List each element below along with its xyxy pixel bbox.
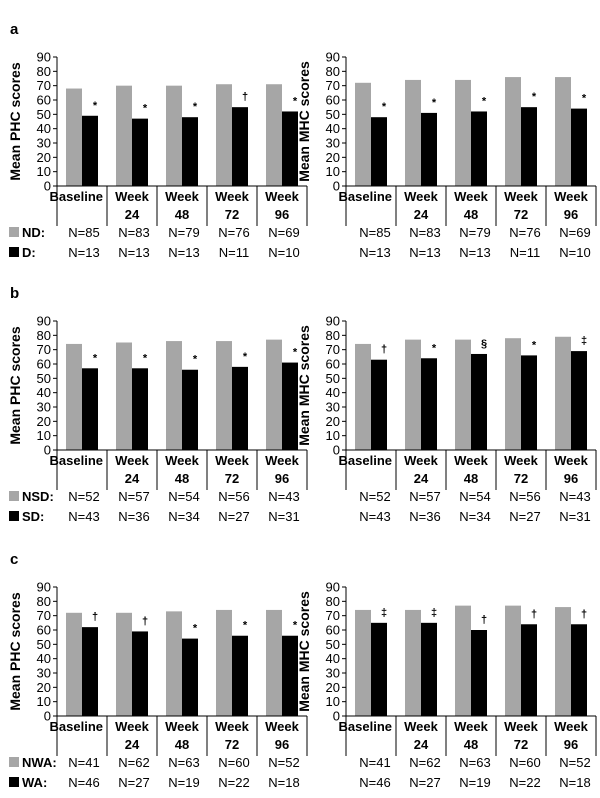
x-category-label: Week	[554, 719, 588, 734]
n-cell: N=22	[509, 775, 541, 790]
y-tick-label: 50	[325, 106, 340, 122]
x-category-label: Week	[404, 189, 438, 204]
bar-series-b	[571, 351, 587, 450]
panel-label: c	[10, 551, 19, 568]
y-tick-label: 10	[36, 164, 51, 180]
x-category-label: Week	[454, 453, 488, 468]
y-tick-label: 90	[325, 49, 340, 65]
x-category-label: Week	[165, 719, 199, 734]
n-cell: N=27	[509, 509, 541, 524]
bar-series-a	[405, 610, 421, 716]
n-cell: N=46	[359, 775, 391, 790]
significance-marker: *	[142, 102, 148, 115]
bar-series-b	[521, 355, 537, 450]
n-cell: N=34	[168, 509, 200, 524]
bar-series-a	[66, 89, 82, 186]
significance-marker: ‡	[430, 606, 438, 619]
y-tick-label: 80	[36, 63, 51, 79]
n-cell: N=13	[168, 245, 200, 260]
bar-series-b	[471, 630, 487, 716]
y-tick-label: 90	[36, 49, 51, 65]
y-tick-label: 40	[325, 121, 340, 137]
n-cell: N=79	[459, 225, 491, 240]
x-category-sublabel: 96	[563, 207, 579, 222]
bar-series-b	[232, 636, 248, 716]
n-cell: N=11	[218, 245, 250, 260]
n-cell: N=27	[118, 775, 150, 790]
y-tick-label: 40	[325, 385, 340, 401]
n-cell: N=57	[409, 489, 441, 504]
bar-series-a	[266, 340, 282, 450]
bar-series-a	[505, 606, 521, 716]
n-cell: N=18	[268, 775, 300, 790]
n-cell: N=54	[459, 489, 491, 504]
bar-series-b	[82, 116, 98, 186]
panel-label: a	[10, 21, 19, 38]
legend-swatch-a	[9, 227, 19, 237]
bar-series-b	[521, 107, 537, 186]
bar-series-a	[166, 341, 182, 450]
bar-series-b	[371, 117, 387, 186]
n-cell: N=43	[268, 489, 300, 504]
n-cell: N=83	[118, 225, 150, 240]
legend-swatch-a	[9, 491, 19, 501]
bar-series-b	[371, 623, 387, 716]
bar-series-a	[555, 337, 571, 450]
y-tick-label: 20	[36, 679, 51, 695]
n-cell: N=11	[509, 245, 541, 260]
bar-series-a	[116, 613, 132, 716]
n-cell: N=85	[68, 225, 100, 240]
n-cell: N=43	[68, 509, 100, 524]
bar-series-a	[116, 343, 132, 451]
bar-series-b	[82, 627, 98, 716]
n-cell: N=34	[459, 509, 491, 524]
x-category-sublabel: 24	[413, 471, 429, 486]
x-category-sublabel: 96	[274, 737, 290, 752]
y-tick-label: 50	[36, 106, 51, 122]
n-cell: N=63	[459, 755, 491, 770]
y-tick-label: 60	[325, 622, 340, 638]
x-category-sublabel: 24	[413, 207, 429, 222]
y-tick-label: 50	[36, 636, 51, 652]
n-cell: N=85	[359, 225, 391, 240]
x-category-label: Baseline	[338, 719, 392, 734]
n-cell: N=56	[509, 489, 541, 504]
significance-marker: *	[192, 353, 198, 366]
n-cell: N=27	[218, 509, 250, 524]
significance-marker: *	[531, 91, 537, 104]
bar-series-a	[555, 607, 571, 716]
x-category-label: Week	[115, 189, 149, 204]
y-tick-label: 40	[36, 385, 51, 401]
n-cell: N=62	[409, 755, 441, 770]
x-category-label: Week	[265, 189, 299, 204]
x-category-sublabel: 96	[563, 737, 579, 752]
y-tick-label: 30	[325, 399, 340, 415]
n-cell: N=13	[409, 245, 441, 260]
significance-marker: *	[481, 95, 487, 108]
significance-marker: *	[292, 619, 298, 632]
y-axis-label: Mean MHC scores	[296, 61, 312, 182]
x-category-sublabel: 48	[463, 471, 479, 486]
x-category-label: Week	[265, 719, 299, 734]
bar-series-b	[471, 354, 487, 450]
x-category-sublabel: 96	[563, 471, 579, 486]
y-tick-label: 90	[36, 579, 51, 595]
y-tick-label: 20	[325, 679, 340, 695]
legend-label: SD:	[22, 509, 45, 524]
significance-marker: *	[292, 95, 298, 108]
x-category-label: Week	[115, 719, 149, 734]
bar-series-a	[66, 344, 82, 450]
y-tick-label: 20	[325, 149, 340, 165]
x-category-label: Week	[504, 189, 538, 204]
significance-marker: *	[431, 342, 437, 355]
y-tick-label: 70	[36, 608, 51, 624]
x-category-sublabel: 72	[513, 471, 529, 486]
y-tick-label: 40	[36, 121, 51, 137]
x-category-label: Baseline	[49, 189, 103, 204]
significance-marker: †	[380, 343, 388, 356]
n-cell: N=13	[68, 245, 100, 260]
x-category-sublabel: 24	[124, 471, 140, 486]
significance-marker: *	[381, 101, 387, 114]
n-cell: N=13	[459, 245, 491, 260]
n-cell: N=13	[359, 245, 391, 260]
x-category-label: Baseline	[338, 453, 392, 468]
legend-label: NSD:	[22, 489, 54, 504]
bar-series-a	[116, 86, 132, 186]
y-tick-label: 30	[325, 665, 340, 681]
n-cell: N=10	[268, 245, 300, 260]
y-tick-label: 60	[325, 92, 340, 108]
bar-series-b	[421, 113, 437, 186]
legend-label: NWA:	[22, 755, 57, 770]
n-cell: N=43	[359, 509, 391, 524]
y-tick-label: 20	[36, 149, 51, 165]
x-category-label: Week	[215, 719, 249, 734]
y-tick-label: 60	[325, 356, 340, 372]
significance-marker: *	[142, 352, 148, 365]
bar-series-a	[455, 80, 471, 186]
n-cell: N=52	[559, 755, 591, 770]
bar-series-a	[405, 80, 421, 186]
significance-marker: *	[92, 99, 98, 112]
y-tick-label: 90	[36, 313, 51, 329]
n-cell: N=56	[218, 489, 250, 504]
n-cell: N=31	[268, 509, 300, 524]
y-tick-label: 50	[36, 370, 51, 386]
n-cell: N=62	[118, 755, 150, 770]
y-tick-label: 70	[36, 342, 51, 358]
y-tick-label: 80	[325, 327, 340, 343]
n-cell: N=54	[168, 489, 200, 504]
x-category-sublabel: 24	[124, 737, 140, 752]
x-category-label: Week	[215, 189, 249, 204]
bar-series-a	[355, 610, 371, 716]
bar-series-b	[521, 624, 537, 716]
bar-series-b	[132, 368, 148, 450]
y-tick-label: 0	[43, 178, 51, 194]
significance-marker: ‡	[380, 606, 388, 619]
x-category-label: Week	[165, 453, 199, 468]
x-category-sublabel: 48	[174, 207, 190, 222]
bar-series-a	[216, 610, 232, 716]
bar-series-b	[421, 623, 437, 716]
n-cell: N=19	[168, 775, 200, 790]
bar-series-a	[216, 341, 232, 450]
x-category-label: Week	[554, 453, 588, 468]
n-cell: N=43	[559, 489, 591, 504]
x-category-label: Week	[454, 719, 488, 734]
n-cell: N=76	[509, 225, 541, 240]
y-axis-label: Mean MHC scores	[296, 591, 312, 712]
y-tick-label: 10	[325, 164, 340, 180]
panel-label: b	[10, 285, 20, 302]
y-tick-label: 30	[36, 135, 51, 151]
n-cell: N=57	[118, 489, 150, 504]
n-cell: N=31	[559, 509, 591, 524]
legend-swatch-a	[9, 757, 19, 767]
y-tick-label: 50	[325, 370, 340, 386]
legend-label: D:	[22, 245, 36, 260]
n-cell: N=41	[359, 755, 391, 770]
bar-series-b	[132, 119, 148, 186]
bar-series-b	[571, 624, 587, 716]
n-cell: N=69	[268, 225, 300, 240]
bar-series-a	[455, 606, 471, 716]
legend-swatch-b	[9, 777, 19, 787]
y-tick-label: 70	[36, 78, 51, 94]
bar-series-a	[266, 610, 282, 716]
y-tick-label: 30	[36, 665, 51, 681]
bar-series-b	[232, 367, 248, 450]
significance-marker: †	[91, 611, 99, 624]
y-tick-label: 30	[325, 135, 340, 151]
x-category-sublabel: 48	[174, 471, 190, 486]
y-tick-label: 80	[325, 593, 340, 609]
y-tick-label: 90	[325, 313, 340, 329]
bar-series-b	[232, 107, 248, 186]
x-category-label: Baseline	[49, 719, 103, 734]
x-category-sublabel: 96	[274, 207, 290, 222]
bar-series-b	[132, 631, 148, 716]
significance-marker: *	[192, 622, 198, 635]
significance-marker: ‡	[580, 335, 588, 348]
y-tick-label: 0	[332, 708, 340, 724]
bar-series-a	[166, 611, 182, 716]
x-category-sublabel: 72	[224, 207, 240, 222]
y-tick-label: 10	[36, 428, 51, 444]
y-tick-label: 0	[332, 442, 340, 458]
n-cell: N=69	[559, 225, 591, 240]
x-category-label: Baseline	[338, 189, 392, 204]
n-cell: N=19	[459, 775, 491, 790]
bar-series-b	[421, 358, 437, 450]
x-category-label: Week	[265, 453, 299, 468]
bar-series-b	[371, 360, 387, 450]
bar-series-a	[166, 86, 182, 186]
n-cell: N=27	[409, 775, 441, 790]
x-category-sublabel: 72	[224, 737, 240, 752]
y-tick-label: 70	[325, 78, 340, 94]
y-tick-label: 30	[36, 399, 51, 415]
n-cell: N=52	[68, 489, 100, 504]
x-category-label: Week	[165, 189, 199, 204]
bar-series-a	[405, 340, 421, 450]
y-tick-label: 10	[325, 428, 340, 444]
y-tick-label: 0	[43, 442, 51, 458]
significance-marker: §	[480, 337, 488, 350]
significance-marker: *	[531, 339, 537, 352]
bar-series-a	[355, 83, 371, 186]
n-cell: N=36	[118, 509, 150, 524]
bar-series-b	[182, 639, 198, 716]
significance-marker: *	[581, 92, 587, 105]
n-cell: N=52	[268, 755, 300, 770]
bar-series-a	[455, 340, 471, 450]
x-category-sublabel: 96	[274, 471, 290, 486]
significance-marker: †	[480, 614, 488, 626]
y-tick-label: 0	[43, 708, 51, 724]
n-cell: N=36	[409, 509, 441, 524]
significance-marker: †	[141, 615, 149, 628]
legend-label: ND:	[22, 225, 46, 240]
n-cell: N=79	[168, 225, 200, 240]
y-tick-label: 60	[36, 622, 51, 638]
x-category-label: Week	[215, 453, 249, 468]
legend-label: WA:	[22, 775, 48, 790]
y-tick-label: 40	[325, 651, 340, 667]
n-cell: N=22	[218, 775, 250, 790]
n-cell: N=60	[218, 755, 250, 770]
legend-swatch-b	[9, 247, 19, 257]
n-cell: N=60	[509, 755, 541, 770]
bar-series-b	[182, 370, 198, 450]
n-cell: N=52	[359, 489, 391, 504]
n-cell: N=46	[68, 775, 100, 790]
significance-marker: *	[242, 350, 248, 363]
y-tick-label: 20	[325, 413, 340, 429]
y-tick-label: 90	[325, 579, 340, 595]
bar-series-b	[471, 111, 487, 186]
significance-marker: †	[241, 91, 249, 104]
significance-marker: †	[580, 608, 588, 621]
y-axis-label: Mean PHC scores	[7, 592, 23, 711]
bar-series-a	[505, 77, 521, 186]
x-category-sublabel: 72	[224, 471, 240, 486]
y-tick-label: 0	[332, 178, 340, 194]
y-tick-label: 40	[36, 651, 51, 667]
x-category-label: Week	[504, 453, 538, 468]
x-category-label: Baseline	[49, 453, 103, 468]
x-category-sublabel: 48	[174, 737, 190, 752]
y-tick-label: 80	[36, 593, 51, 609]
y-tick-label: 70	[325, 342, 340, 358]
x-category-label: Week	[404, 453, 438, 468]
significance-marker: *	[242, 619, 248, 632]
x-category-sublabel: 24	[124, 207, 140, 222]
n-cell: N=63	[168, 755, 200, 770]
y-tick-label: 50	[325, 636, 340, 652]
y-axis-label: Mean MHC scores	[296, 325, 312, 446]
n-cell: N=10	[559, 245, 591, 260]
bar-series-b	[571, 109, 587, 186]
y-tick-label: 60	[36, 356, 51, 372]
y-tick-label: 80	[36, 327, 51, 343]
bar-series-a	[266, 84, 282, 186]
x-category-label: Week	[454, 189, 488, 204]
significance-marker: *	[431, 96, 437, 109]
y-tick-label: 60	[36, 92, 51, 108]
n-cell: N=41	[68, 755, 100, 770]
y-tick-label: 10	[36, 694, 51, 710]
n-cell: N=18	[559, 775, 591, 790]
n-cell: N=13	[118, 245, 150, 260]
x-category-sublabel: 72	[513, 207, 529, 222]
significance-marker: *	[292, 346, 298, 359]
x-category-label: Week	[115, 453, 149, 468]
x-category-label: Week	[554, 189, 588, 204]
bar-series-a	[505, 338, 521, 450]
bar-series-a	[555, 77, 571, 186]
y-tick-label: 10	[325, 694, 340, 710]
x-category-sublabel: 72	[513, 737, 529, 752]
x-category-sublabel: 24	[413, 737, 429, 752]
n-cell: N=83	[409, 225, 441, 240]
x-category-label: Week	[404, 719, 438, 734]
y-tick-label: 70	[325, 608, 340, 624]
legend-swatch-b	[9, 511, 19, 521]
bar-series-a	[355, 344, 371, 450]
bar-series-a	[216, 84, 232, 186]
y-axis-label: Mean PHC scores	[7, 326, 23, 445]
y-tick-label: 80	[325, 63, 340, 79]
bar-series-b	[182, 117, 198, 186]
x-category-label: Week	[504, 719, 538, 734]
y-tick-label: 20	[36, 413, 51, 429]
y-axis-label: Mean PHC scores	[7, 62, 23, 181]
x-category-sublabel: 48	[463, 737, 479, 752]
bar-series-b	[82, 368, 98, 450]
n-cell: N=76	[218, 225, 250, 240]
significance-marker: *	[192, 101, 198, 114]
significance-marker: †	[530, 608, 538, 621]
significance-marker: *	[92, 352, 98, 365]
x-category-sublabel: 48	[463, 207, 479, 222]
bar-series-a	[66, 613, 82, 716]
